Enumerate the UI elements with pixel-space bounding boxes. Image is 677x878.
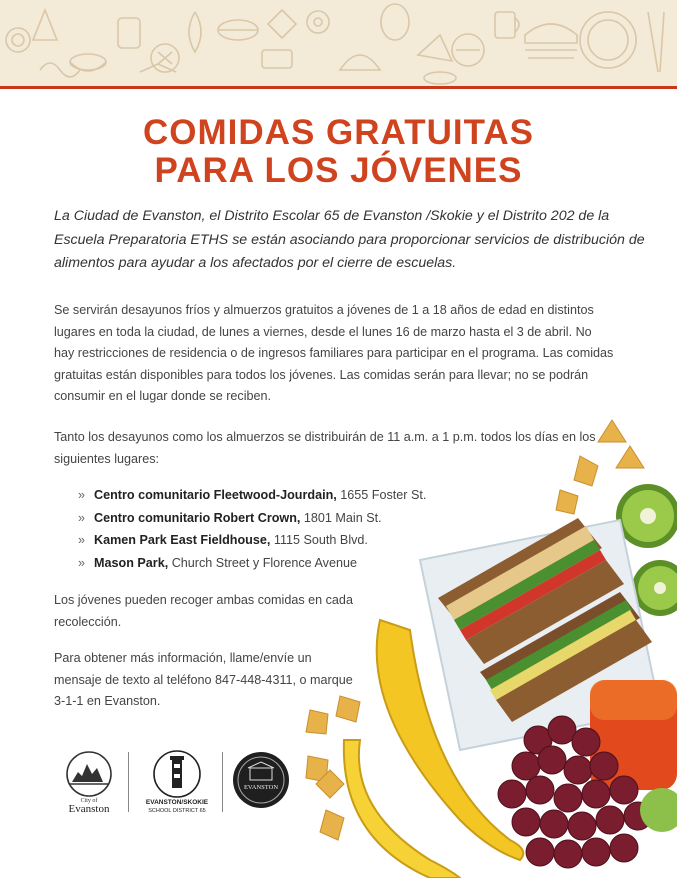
food-doodle-banner — [0, 0, 677, 86]
logo-divider — [222, 752, 223, 812]
title-line-2: PARA LOS JÓVENES — [154, 151, 523, 190]
contact-paragraph: Para obtener más información, llame/envíe un mensaje de texto al teléfono 847-448-4311, o marque 3-1-1 en Evanston. — [54, 651, 353, 709]
city-of-evanston-logo — [58, 748, 120, 816]
city-logo-name: Evanston — [68, 803, 110, 815]
partner-logos — [58, 748, 298, 816]
bullet: » — [78, 555, 86, 570]
district-logo-line1: EVANSTON/SKOKIE — [145, 799, 209, 806]
bullet: » — [78, 510, 86, 525]
logo-divider — [128, 752, 129, 812]
intro-paragraph: La Ciudad de Evanston, el Distrito Escolar 65 de Evanston /Skokie y el Distrito 202 de la Escuela Preparatoria ETHS se están asociando para proporcionar servicios de distribución de alimentos para ayudar a los afectados por el cierre de escuelas. — [54, 208, 645, 271]
location-address: Church Street y Florence Avenue — [168, 555, 357, 570]
bullet: » — [78, 533, 86, 547]
school-district-65-logo — [138, 748, 216, 816]
location-name: Centro comunitario Fleetwood-Jourdain, — [94, 488, 337, 502]
location-address: 1115 South Blvd. — [270, 533, 368, 547]
page-title — [0, 114, 677, 190]
location-name: Mason Park, — [94, 555, 169, 570]
location-name: Centro comunitario Robert Crown, — [94, 510, 301, 525]
schedule-paragraph: Tanto los desayunos como los almuerzos se distribuirán de 11 a.m. a 1 p.m. todos los días en los siguientes lugares: — [54, 430, 596, 466]
meals-description-paragraph: Se servirán desayunos fríos y almuerzos gratuitos a jóvenes de 1 a 18 años de edad en distintos lugares en toda la ciudad, de lunes a viernes, desde el lunes 16 de marzo hasta el 3 de abril. No hay restricciones de residencia o de ingresos familiares para participar en el programa. Las comidas gratuitas están disponibles para todos los jóvenes. Las comidas serán para llevar; no se podrán consumir en el lugar donde se reciben. — [54, 303, 614, 404]
city-logo-small-text: City of — [80, 798, 98, 804]
eths-logo — [230, 748, 292, 816]
title-line-1: COMIDAS GRATUITAS — [143, 113, 534, 152]
district-logo-line2: SCHOOL DISTRICT 65 — [148, 808, 206, 814]
banner-border — [0, 86, 677, 89]
pickup-paragraph: Los jóvenes pueden recoger ambas comidas en cada recolección. — [54, 593, 353, 629]
bullet: » — [78, 488, 86, 502]
location-address: 1655 Foster St. — [336, 488, 427, 502]
food-photo-illustration — [290, 410, 677, 878]
food-doodles-illustration — [0, 0, 677, 86]
eths-logo-name: EVANSTON — [243, 784, 279, 791]
location-name: Kamen Park East Fieldhouse, — [94, 533, 271, 547]
location-address: 1801 Main St. — [300, 510, 382, 525]
